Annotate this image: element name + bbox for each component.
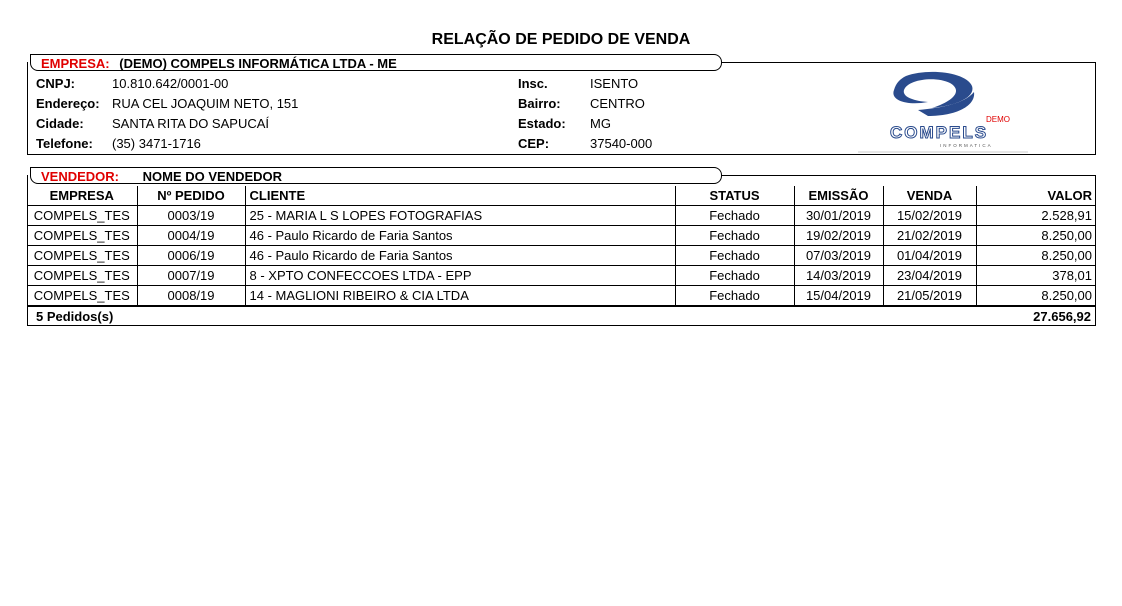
cell-venda: 01/04/2019: [883, 246, 976, 266]
cell-venda: 23/04/2019: [883, 266, 976, 286]
estado-label: Estado:: [518, 116, 566, 131]
col-empresa-header: EMPRESA: [27, 186, 137, 206]
cell-cliente: 46 - Paulo Ricardo de Faria Santos: [245, 246, 675, 266]
report-title: RELAÇÃO DE PEDIDO DE VENDA: [431, 31, 691, 48]
cell-status: Fechado: [675, 226, 794, 246]
insc-label: Insc.: [518, 76, 548, 91]
cell-valor: 2.528,91: [976, 206, 1096, 226]
cell-emissao: 30/01/2019: [794, 206, 883, 226]
cell-venda: 21/05/2019: [883, 286, 976, 306]
empresa-tab: [30, 54, 722, 71]
col-valor-header: VALOR: [976, 186, 1096, 206]
vendedor-tab: [30, 167, 722, 184]
bairro-label: Bairro:: [518, 96, 561, 111]
logo-brand: COMPELS: [890, 123, 989, 142]
table-row: [27, 246, 1096, 266]
logo-sub: INFORMATICA: [940, 143, 993, 148]
cell-valor: 8.250,00: [976, 226, 1096, 246]
empresa-name: (DEMO) COMPELS INFORMÁTICA LTDA - ME: [119, 56, 397, 71]
totals-footer: [27, 306, 1096, 326]
bairro-value: CENTRO: [590, 96, 645, 111]
cell-pedido: 0007/19: [137, 266, 245, 286]
col-venda-header: VENDA: [883, 186, 976, 206]
cell-status: Fechado: [675, 206, 794, 226]
cell-cliente: 14 - MAGLIONI RIBEIRO & CIA LTDA: [245, 286, 675, 306]
table-header-row: [27, 186, 1096, 206]
cell-valor: 8.250,00: [976, 246, 1096, 266]
cidade-label: Cidade:: [36, 116, 84, 131]
cell-pedido: 0004/19: [137, 226, 245, 246]
cell-empresa: COMPELS_TES: [27, 206, 137, 226]
cell-cliente: 25 - MARIA L S LOPES FOTOGRAFIAS: [245, 206, 675, 226]
endereco-label: Endereço:: [36, 96, 100, 111]
col-emissao-header: EMISSÃO: [794, 186, 883, 206]
telefone-value: (35) 3471-1716: [112, 136, 201, 151]
vendedor-label: VENDEDOR:: [41, 169, 120, 184]
orders-total: 27.656,92: [1033, 309, 1091, 324]
table-row: [27, 226, 1096, 246]
cell-empresa: COMPELS_TES: [27, 226, 137, 246]
cnpj-value: 10.810.642/0001-00: [112, 76, 229, 91]
col-cliente-header: CLIENTE: [245, 186, 675, 206]
cidade-value: SANTA RITA DO SAPUCAÍ: [112, 116, 269, 131]
cnpj-label: CNPJ:: [36, 76, 76, 91]
orders-count: 5 Pedidos(s): [36, 309, 114, 324]
cep-value: 37540-000: [590, 136, 653, 151]
cell-emissao: 14/03/2019: [794, 266, 883, 286]
endereco-value: RUA CEL JOAQUIM NETO, 151: [112, 96, 299, 111]
cell-status: Fechado: [675, 246, 794, 266]
company-logo: [858, 70, 1028, 154]
cell-pedido: 0006/19: [137, 246, 245, 266]
table-row: [27, 286, 1096, 306]
cep-label: CEP:: [518, 136, 550, 151]
table-row: [27, 266, 1096, 286]
cell-cliente: 8 - XPTO CONFECCOES LTDA - EPP: [245, 266, 675, 286]
cell-empresa: COMPELS_TES: [27, 266, 137, 286]
cell-cliente: 46 - Paulo Ricardo de Faria Santos: [245, 226, 675, 246]
cell-pedido: 0003/19: [137, 206, 245, 226]
cell-emissao: 15/04/2019: [794, 286, 883, 306]
cell-status: Fechado: [675, 266, 794, 286]
cell-empresa: COMPELS_TES: [27, 246, 137, 266]
logo-demo-tag: DEMO: [986, 115, 1010, 124]
cell-pedido: 0008/19: [137, 286, 245, 306]
table-row: [27, 206, 1096, 226]
empresa-top-rule: [721, 62, 1096, 63]
insc-value: ISENTO: [590, 76, 639, 91]
cell-emissao: 07/03/2019: [794, 246, 883, 266]
col-status-header: STATUS: [675, 186, 794, 206]
cell-status: Fechado: [675, 286, 794, 306]
estado-value: MG: [590, 116, 611, 131]
cell-valor: 8.250,00: [976, 286, 1096, 306]
vendedor-name: NOME DO VENDEDOR: [142, 169, 283, 184]
cell-valor: 378,01: [976, 266, 1096, 286]
cell-venda: 15/02/2019: [883, 206, 976, 226]
cell-emissao: 19/02/2019: [794, 226, 883, 246]
telefone-label: Telefone:: [36, 136, 93, 151]
col-pedido-header: Nº PEDIDO: [137, 186, 245, 206]
empresa-label: EMPRESA:: [41, 56, 110, 71]
orders-table: [27, 186, 1096, 306]
cell-empresa: COMPELS_TES: [27, 286, 137, 306]
cell-venda: 21/02/2019: [883, 226, 976, 246]
